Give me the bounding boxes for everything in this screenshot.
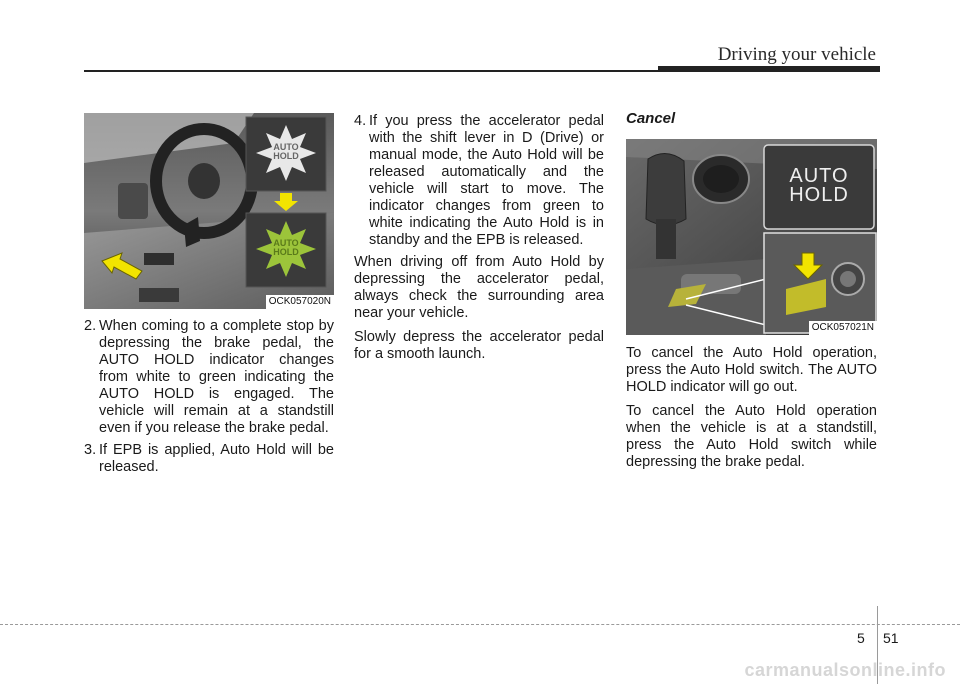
list-item bbox=[84, 442, 334, 476]
footer-rule bbox=[0, 624, 960, 625]
indicator-label-top: AUTO HOLD bbox=[273, 142, 299, 161]
list-text: When coming to a complete stop by depressing the brake pedal, the AUTO HOLD indicator changes from white to green indicating the AUTO HOLD is engaged. The vehicle will remain at a standstill even if you release the brake pedal. bbox=[99, 318, 334, 436]
middle-column-text bbox=[354, 113, 604, 370]
list-item bbox=[84, 318, 334, 437]
chapter-number: 5 bbox=[857, 630, 865, 646]
figure-dashboard-auto-hold bbox=[84, 113, 334, 309]
figure-center-console bbox=[626, 139, 877, 335]
header-rule-accent bbox=[658, 66, 880, 72]
paragraph: When driving off from Auto Hold by depressing the accelerator pedal, always check the surrounding area near your vehicle. bbox=[354, 254, 604, 321]
page-header-title: Driving your vehicle bbox=[717, 44, 876, 65]
list-item bbox=[354, 113, 604, 249]
list-text: If EPB is applied, Auto Hold will be released. bbox=[99, 442, 334, 475]
paragraph: To cancel the Auto Hold operation, press the Auto Hold switch. The AUTO HOLD indicator will go out. bbox=[626, 345, 877, 395]
list-number: 3. bbox=[84, 442, 97, 458]
indicator-label-bottom: AUTO HOLD bbox=[273, 238, 299, 257]
section-heading-cancel: Cancel bbox=[626, 110, 676, 127]
figure-code: OCK057021N bbox=[809, 321, 877, 335]
paragraph: To cancel the Auto Hold operation when the vehicle is at a standstill, press the Auto Hold switch while depressing the brake pedal. bbox=[626, 403, 877, 470]
watermark: carmanualsonline.info bbox=[744, 660, 946, 680]
list-text: If you press the accelerator pedal with the shift lever in D (Drive) or manual mode, the Auto Hold will be released automatically and the vehicle will start to move. The indicator changes from green to white indicating the Auto Hold is in standby and the EPB is released. bbox=[369, 113, 604, 248]
page-number: 51 bbox=[883, 630, 899, 646]
left-column-text bbox=[84, 318, 334, 481]
figure-code: OCK057020N bbox=[266, 295, 334, 309]
auto-hold-button-label: AUTO HOLD bbox=[789, 165, 849, 206]
paragraph: Slowly depress the accelerator pedal for a smooth launch. bbox=[354, 329, 604, 362]
list-number: 4. bbox=[354, 113, 367, 129]
list-number: 2. bbox=[84, 318, 97, 334]
right-column-text bbox=[626, 345, 877, 478]
